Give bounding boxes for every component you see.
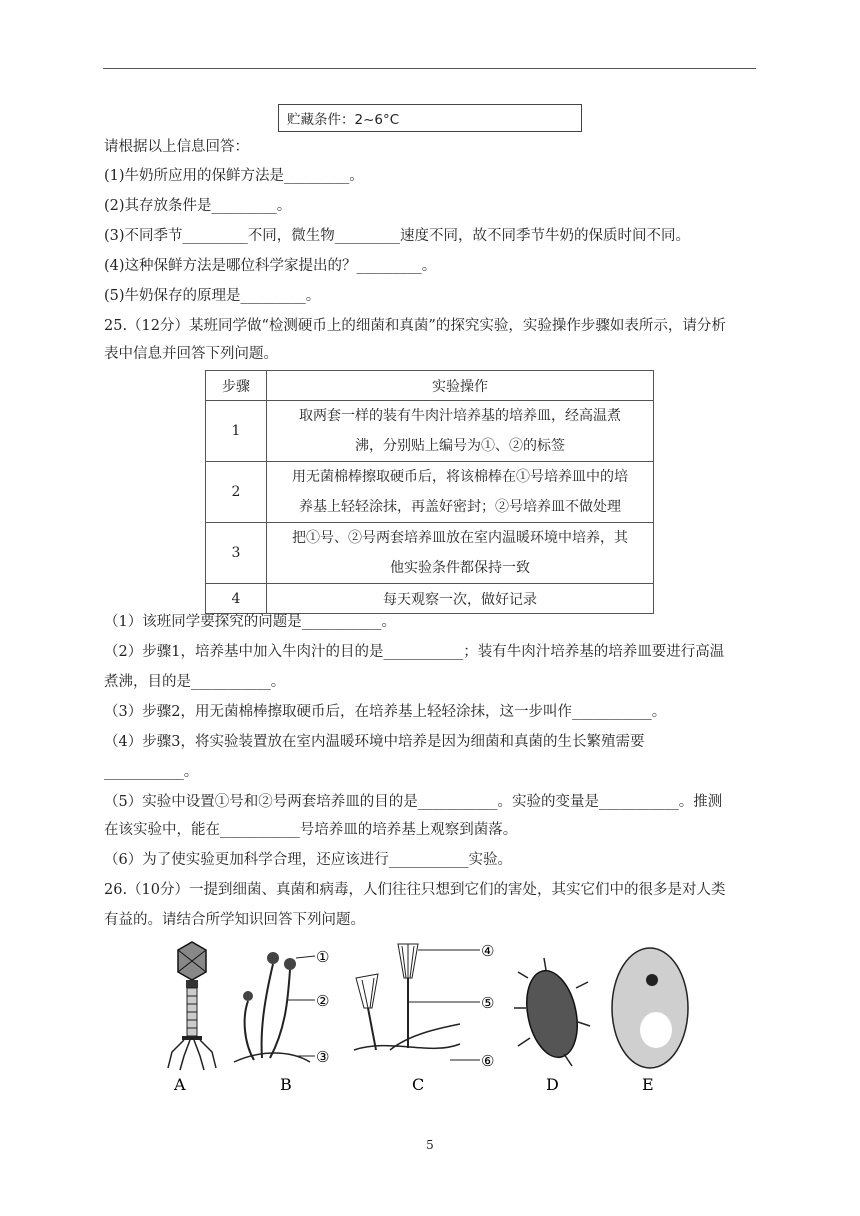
op-line-1: 取两套一样的装有牛肉汁培养基的培养皿，经高温煮 [299,408,621,424]
figure-e-yeast [612,948,688,1068]
op-line-2: 他实验条件都保持一致 [390,560,530,576]
callout-3: ③ [316,1048,330,1066]
callout-5: ⑤ [481,994,495,1012]
step-operation: 每天观察一次，做好记录 [267,584,654,614]
microorganism-figures [150,938,710,1098]
col-header-operation: 实验操作 [267,371,654,401]
figure-a-bacteriophage [168,942,216,1070]
q25-question-2a: （2）步骤1，培养基中加入牛肉汁的目的是___________；装有牛肉汁培养基的培养皿要进行高温 [104,644,725,660]
col-header-step: 步骤 [206,371,267,401]
q25-question-4a: （4）步骤3，将实验装置放在室内温暖环境中培养是因为细菌和真菌的生长繁殖需要 [104,734,645,750]
step-operation [267,523,654,584]
q24-item-1: (1)牛奶所应用的保鲜方法是_________。 [104,168,364,184]
callout-6: ⑥ [481,1052,495,1070]
figure-b-mold [234,952,315,1062]
figure-label-d: D [546,1075,559,1094]
step-number: 2 [206,462,267,523]
step-number: 4 [206,584,267,614]
q24-item-4: (4)这种保鲜方法是哪位科学家提出的？_________。 [104,258,437,274]
q25-stem-2: 表中信息并回答下列问题。 [104,346,278,362]
q25-stem-1: 25.（12分）某班同学做“检测硬币上的细菌和真菌”的探究实验，实验操作步骤如表所示，请分析 [104,318,726,334]
q25-question-6: （6）为了使实验更加科学合理，还应该进行___________实验。 [104,852,512,868]
step-number: 3 [206,523,267,584]
table-row [206,584,654,614]
callout-2: ② [316,992,330,1010]
header-rule [103,68,756,69]
op-line-2: 养基上轻轻涂抹，再盖好密封；②号培养皿不做处理 [299,499,621,515]
step-operation [267,401,654,462]
q25-question-3: （3）步骤2，用无菌棉棒擦取硬币后，在培养基上轻轻涂抹，这一步叫作___________。 [104,704,667,720]
callout-4: ④ [481,942,495,960]
q25-question-4b: ___________。 [104,764,199,780]
q25-question-2b: 煮沸，目的是___________。 [104,674,286,690]
table-header-row [206,371,654,401]
page-number: 5 [426,1138,434,1152]
figure-label-a: A [174,1075,186,1094]
storage-condition-box: 贮藏条件：2~6°C [278,104,582,132]
step-operation [267,462,654,523]
op-line-1: 用无菌棉棒擦取硬币后，将该棉棒在①号培养皿中的培 [292,469,628,485]
experiment-steps-table [205,370,654,614]
step-number: 1 [206,401,267,462]
q24-intro: 请根据以上信息回答： [104,139,249,155]
table-row [206,401,654,462]
figure-c-penicillium [354,944,480,1060]
q25-question-5b: 在该实验中，能在___________号培养皿的培养基上观察到菌落。 [104,822,518,838]
q26-stem-2: 有益的。请结合所学知识回答下列问题。 [104,912,365,928]
figure-label-b: B [280,1075,292,1094]
table-row [206,523,654,584]
q25-question-5a: （5）实验中设置①号和②号两套培养皿的目的是___________。实验的变量是___________。推测 [104,794,723,810]
table-row [206,462,654,523]
op-line-1: 把①号、②号两套培养皿放在室内温暖环境中培养，其 [292,530,628,546]
figure-d-bacterium [514,958,590,1066]
q26-stem-1: 26.（10分）一提到细菌、真菌和病毒，人们往往只想到它们的害处，其实它们中的很多是对人类 [104,882,726,898]
q24-item-3: (3)不同季节_________不同，微生物_________速度不同，故不同季节牛奶的保质时间不同。 [104,228,691,244]
q25-question-1: （1）该班同学要探究的问题是___________。 [104,614,396,630]
q24-item-5: (5)牛奶保存的原理是_________。 [104,288,321,304]
callout-1: ① [316,948,330,966]
figure-label-e: E [642,1075,654,1094]
figure-label-c: C [412,1075,425,1094]
q24-item-2: (2)其存放条件是_________。 [104,198,292,214]
op-line-2: 沸，分别贴上编号为①、②的标签 [355,438,565,454]
